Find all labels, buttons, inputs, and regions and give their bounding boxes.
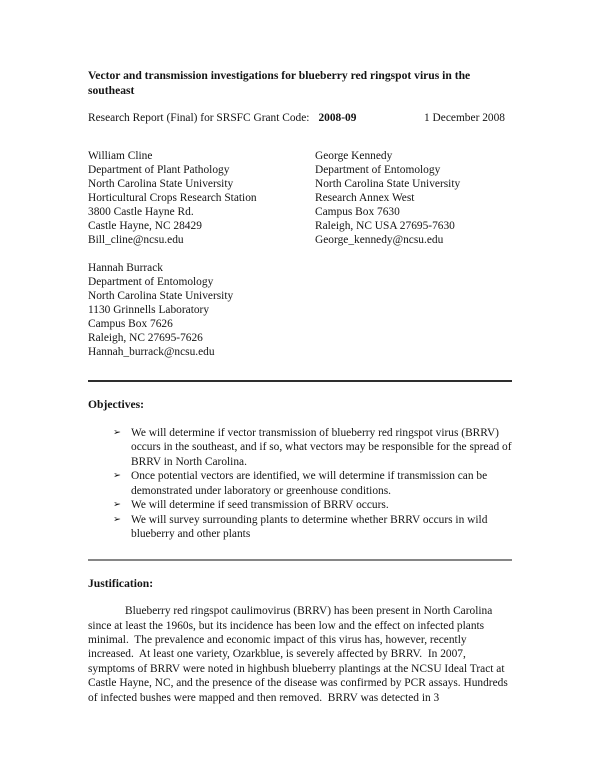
contact-university: North Carolina State University xyxy=(88,178,234,191)
report-title: Vector and transmission investigations for blueberry red ringspot virus in the southeast xyxy=(88,69,471,97)
section-divider-bottom xyxy=(88,559,512,561)
contact-email: George_kennedy@ncsu.edu xyxy=(315,234,444,247)
contact-department: Department of Entomology xyxy=(88,276,214,289)
report-date: 1 December 2008 xyxy=(424,112,505,124)
contact-name: George Kennedy xyxy=(315,150,393,163)
contact-address-line: 1130 Grinnells Laboratory xyxy=(88,304,210,317)
contact-department: Department of Plant Pathology xyxy=(88,164,230,177)
contact-address-line: Raleigh, NC USA 27695-7630 xyxy=(315,220,455,233)
contact-block-william-cline xyxy=(88,149,315,247)
report-info-line xyxy=(88,111,512,125)
justification-heading: Justification: xyxy=(88,576,154,590)
contact-address-line: 3800 Castle Hayne Rd. xyxy=(88,206,194,219)
contact-address-line: Campus Box 7630 xyxy=(315,206,400,219)
objectives-list xyxy=(88,426,512,542)
contact-email: Bill_cline@ncsu.edu xyxy=(88,234,184,247)
contact-block-george-kennedy xyxy=(315,149,512,247)
objective-item xyxy=(113,426,512,470)
grant-code: 2008-09 xyxy=(318,112,357,124)
objectives-heading: Objectives: xyxy=(88,398,145,412)
contact-university: North Carolina State University xyxy=(315,178,461,191)
contact-email: Hannah_burrack@ncsu.edu xyxy=(88,346,215,359)
contact-name: William Cline xyxy=(88,150,153,163)
report-label: Research Report (Final) for SRSFC Grant Code: xyxy=(88,112,310,124)
objective-item xyxy=(113,513,512,542)
contact-name: Hannah Burrack xyxy=(88,262,163,275)
justification-paragraph: Blueberry red ringspot caulimovirus (BRRV) has been present in North Carolina since at least the 1960s, but its incidence has been low and the effect on infected plants minimal. The prevalence and economic impact of this virus has, however, recently increased. At least one variety, Ozarkblue, is severely affected by BRRV. In 2007, symptoms of BRRV were noted in highbush blueberry plantings at the NCSU Ideal Tract at Castle Hayne, NC, and the presence of the disease was confirmed by PCR assays. Hundreds of infected bushes were mapped and then removed. BRRV was detected in 3 xyxy=(88,605,511,704)
contact-address-line: Castle Hayne, NC 28429 xyxy=(88,220,202,233)
contact-address-line: Research Annex West xyxy=(315,192,415,205)
contact-university: North Carolina State University xyxy=(88,290,234,303)
arrow-bullet-icon: ➢ xyxy=(113,513,121,525)
objective-item xyxy=(113,469,512,498)
objective-item xyxy=(113,498,512,513)
contact-address-line: Campus Box 7626 xyxy=(88,318,173,331)
contact-address-line: Horticultural Crops Research Station xyxy=(88,192,257,205)
contact-block-hannah-burrack xyxy=(88,261,512,359)
contact-address-line: Raleigh, NC 27695-7626 xyxy=(88,332,203,345)
objective-text: We will survey surrounding plants to determine whether BRRV occurs in wild blueberry and other plants xyxy=(131,513,488,541)
arrow-bullet-icon: ➢ xyxy=(113,426,121,438)
arrow-bullet-icon: ➢ xyxy=(113,499,121,511)
section-divider-top xyxy=(88,380,512,382)
contact-department: Department of Entomology xyxy=(315,164,441,177)
arrow-bullet-icon: ➢ xyxy=(113,470,121,482)
objective-text: We will determine if seed transmission of BRRV occurs. xyxy=(131,499,389,512)
objective-text: We will determine if vector transmission of blueberry red ringspot virus (BRRV) occurs in the southeast, and if so, what vectors may be responsible for the spread of BRRV in North Carolina. xyxy=(131,426,512,468)
contacts-row xyxy=(88,149,512,247)
objective-text: Once potential vectors are identified, we will determine if transmission can be demonstrated under laboratory or greenhouse conditions. xyxy=(131,470,488,497)
